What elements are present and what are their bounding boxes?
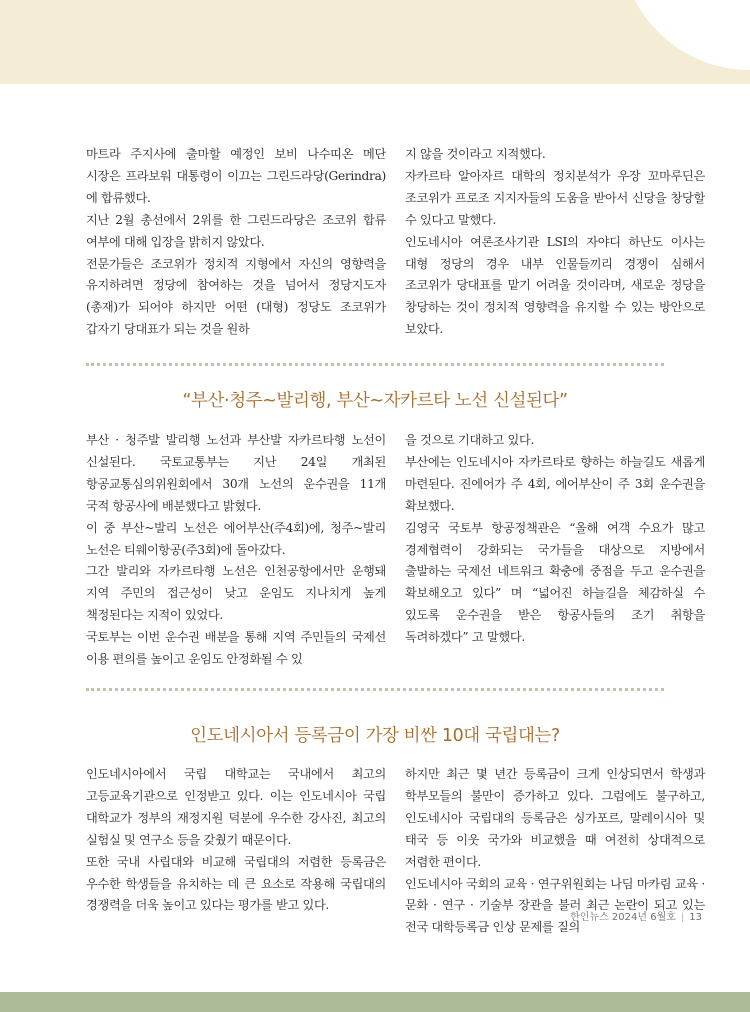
paragraph: 인도네시아 국회의 교육 · 연구위원회는 나딤 마카림 교육 · 문화 · 연구 · 기술부 장관을 불러 최근 논란이 되고 있는 전국 대학등록금 인상 문제를 질의 [405,876,705,935]
section-divider [86,688,664,691]
paragraph: 부산 · 청주발 발리행 노선과 부산발 자카르타행 노선이 신설된다. 국토교통부는 지난 24일 개최된 항공교통심의위원회에서 30개 노선의 운수권을 11개 국적 항공사에 배분했다고 밝혔다. [86,433,386,513]
section1-right-column [405,144,705,341]
paragraph: 부산에는 인도네시아 자카르타로 향하는 하늘길도 새롭게 마련된다. 진에어가 주 4회, 에어부산이 주 3회 운수권을 확보했다. [405,454,705,513]
paragraph: 국토부는 이번 운수권 배분을 통해 지역 주민들의 국제선 이용 편의를 높이고 운임도 안정화될 수 있 [86,630,386,667]
paragraph: 인도네시아에서 국립 대학교는 국내에서 최고의 고등교육기관으로 인정받고 있다. 이는 인도네시아 국립 대학교가 정부의 재정지원 덕분에 우수한 강사진, 최고의 실험실 및 연구소 등을 갖췄기 때문이다. [86,767,386,847]
article-heading-busan-routes: “부산·청주~발리행, 부산~자카르타 노선 신설된다” [182,391,568,411]
section2-right-column [405,430,705,649]
page-number: 13 [689,912,702,923]
section-divider [86,363,664,366]
section2-left-column [86,430,386,671]
paragraph: 자카르타 알아자르 대학의 정치분석가 우장 꼬마루딘은 조코위가 프로조 지지자들의 도움을 받아서 신당을 창당할 수 있다고 말했다. [405,168,705,227]
paragraph: 마트라 주지사에 출마할 예정인 보비 나수띠온 메단 시장은 프라보워 대통령이 이끄는 그린드라당(Gerindra)에 합류했다. [86,147,386,205]
top-decorative-band [0,0,750,84]
paragraph: 을 것으로 기대하고 있다. [405,433,535,447]
section1-left-column [86,144,386,341]
page-footer [570,908,702,923]
paragraph: 하지만 최근 몇 년간 등록금이 크게 인상되면서 학생과 학부모들의 불만이 증가하고 있다. 그럼에도 불구하고, 인도네시아 국립대의 등록금은 싱가포르, 말레이시아 및 태국 등 이웃 국가와 비교했을 때 여전히 상대적으로 저렴한 편이다. [405,767,705,869]
section3-left-column [86,764,386,917]
paragraph: 김영국 국토부 항공정책관은 “올해 여객 수요가 많고 경제협력이 강화되는 국가들을 대상으로 지방에서 출발하는 국제선 네트워크 확충에 중점을 두고 운수권을 확보해오고 있다” 며 “넓어진 하늘길을 체감하실 수 있도록 운수권을 받은 항공사들의 조기 취항을 독려하겠다” 고 말했다. [405,520,705,645]
paragraph: 이 중 부산~발리 노선은 에어부산(주4회)에, 청주~발리 노선은 티웨이항공(주3회)에 돌아갔다. [86,520,386,557]
paragraph: 전문가들은 조코위가 정치적 지형에서 자신의 영향력을 유지하려면 정당에 참여하는 것을 넘어서 정당지도자(총재)가 되어야 하지만 어떤 (대형) 정당도 조코위가 갑자기 당대표가 되는 것을 원하 [86,256,386,337]
paragraph: 인도네시아 여론조사기관 LSI의 자야디 하난도 이사는 대형 정당의 경우 내부 인물들끼리 경쟁이 심해서 조코위가 당대표를 맡기 어려울 것이라며, 새로운 정당을 창당하는 것이 정치적 영향력을 유지할 수 있는 방안으로 보았다. [405,234,705,337]
paragraph: 그간 발리와 자카르타행 노선은 인천공항에서만 운행돼 지역 주민의 접근성이 낮고 운임도 지나치게 높게 책정된다는 지적이 있었다. [86,564,386,623]
footer-separator: | [680,912,685,923]
bottom-decorative-band [0,992,750,1012]
paragraph: 또한 국내 사립대와 비교해 국립대의 저렴한 등록금은 우수한 학생들을 유치하는 데 큰 요소로 작용해 국립대의 경쟁력을 더욱 높이고 있다는 평가를 받고 있다. [86,854,386,913]
paragraph: 지 않을 것이라고 지적했다. [405,147,546,161]
paragraph: 지난 2월 총선에서 2위를 한 그린드라당은 조코위 합류 여부에 대해 입장을 밝히지 않았다. [86,212,386,249]
article-heading-tuition: 인도네시아서 등록금이 가장 비싼 10대 국립대는? [190,726,560,746]
publication-name: 한인뉴스 2024년 6월호 [570,912,676,923]
